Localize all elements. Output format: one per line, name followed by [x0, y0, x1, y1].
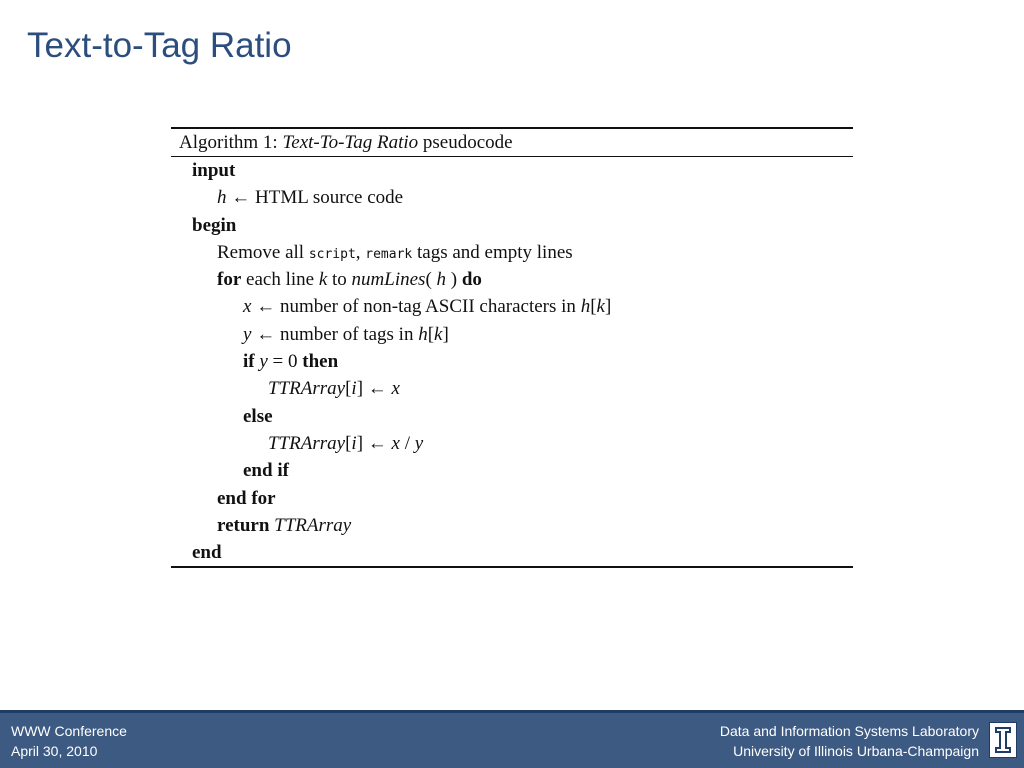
lab-name: Data and Information Systems Laboratory [719, 723, 979, 739]
var-k: k [318, 269, 328, 291]
footer-left [11, 721, 127, 761]
bracket-open: [ [345, 378, 352, 400]
bracket-open: [ [427, 323, 435, 345]
arrow: ← [251, 296, 280, 318]
var-x: x [391, 378, 400, 400]
slide-title: Text-to-Tag Ratio [27, 26, 292, 65]
eq-zero: = 0 [267, 351, 303, 373]
remove-all-text: Remove all [217, 241, 309, 263]
caption-suffix: pseudocode [418, 131, 513, 153]
caption-prefix: Algorithm 1: [179, 131, 283, 153]
line-x-assign [171, 293, 853, 320]
line-for [171, 266, 853, 293]
var-h: h [217, 187, 227, 209]
arrow: ← [251, 323, 280, 345]
non-tag-text: number of non-tag ASCII characters in [279, 296, 581, 318]
var-k: k [434, 323, 443, 345]
keyword-for: for [217, 269, 242, 291]
var-h: h [436, 269, 447, 291]
bottom-rule [171, 566, 853, 568]
var-y: y [243, 323, 252, 345]
script-tag: script [308, 246, 356, 262]
numlines-func: numLines [351, 269, 426, 291]
line-remove [171, 239, 853, 266]
keyword-do: do [461, 269, 482, 291]
keyword-else: else [243, 405, 273, 427]
illinois-i-logo-icon [989, 722, 1017, 758]
ttrarray-var: TTRArray [268, 378, 346, 400]
algorithm-box [171, 127, 853, 568]
line-return [171, 512, 853, 539]
keyword-return: return [217, 514, 270, 536]
keyword-end-if: end if [243, 460, 289, 482]
keyword-begin: begin [192, 214, 237, 236]
line-if [171, 348, 853, 375]
line-end-for [171, 485, 853, 512]
keyword-then: then [302, 351, 339, 373]
bracket-open: [ [345, 432, 352, 454]
keyword-input: input [192, 160, 236, 181]
conference-name: WWW Conference [11, 723, 127, 739]
remark-tag: remark [365, 246, 413, 262]
paren-close: ) [446, 269, 462, 291]
line-ttr-ratio [171, 430, 853, 457]
line-end-if [171, 457, 853, 484]
tags-text: number of tags in [279, 323, 419, 345]
to-text: to [327, 269, 352, 291]
footer-bar [0, 710, 1024, 768]
conference-date: April 30, 2010 [11, 743, 98, 759]
var-h: h [580, 296, 591, 318]
line-input [171, 157, 853, 184]
var-h: h [418, 323, 428, 345]
comma: , [355, 241, 366, 263]
line-y-assign [171, 321, 853, 348]
each-line-text: each line [241, 269, 319, 291]
keyword-end: end [192, 542, 222, 564]
var-x: x [391, 432, 400, 454]
line-begin [171, 212, 853, 239]
arrow: ← [226, 187, 255, 209]
bracket-arrow: ] ← [356, 378, 392, 400]
html-source-text: HTML source code [255, 187, 404, 209]
paren-open: ( [425, 269, 437, 291]
slash: / [399, 432, 415, 454]
var-x: x [243, 296, 252, 318]
var-k: k [596, 296, 605, 318]
bracket-open: [ [590, 296, 597, 318]
university-name: University of Illinois Urbana-Champaign [733, 743, 979, 759]
line-ttr-x [171, 375, 853, 402]
footer-right [720, 721, 979, 761]
bracket-arrow: ] ← [356, 432, 392, 454]
keyword-end-for: end for [217, 487, 276, 509]
tags-empty-text: tags and empty lines [412, 241, 573, 263]
caption-name: Text-To-Tag Ratio [282, 131, 419, 153]
var-y: y [259, 351, 268, 373]
var-y: y [414, 432, 424, 454]
line-end [171, 539, 853, 566]
ttrarray-var: TTRArray [274, 514, 352, 536]
bracket-close: ] [442, 323, 449, 345]
algorithm-caption [171, 129, 853, 156]
bracket-close: ] [604, 296, 612, 318]
ttrarray-var: TTRArray [268, 432, 346, 454]
keyword-if: if [243, 351, 255, 373]
var-i: i [351, 378, 357, 400]
line-h-assign [171, 184, 853, 211]
var-i: i [351, 432, 357, 454]
line-else [171, 403, 853, 430]
